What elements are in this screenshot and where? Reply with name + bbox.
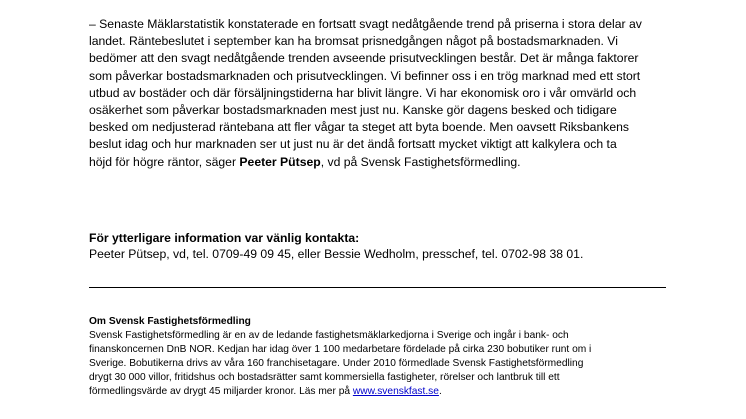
quote-last-line-prefix: höjd för högre räntor, säger	[89, 154, 240, 169]
about-section	[89, 315, 669, 400]
contact-text: Peeter Pütsep, vd, tel. 0709-49 09 45, eller Bessie Wedholm, presschef, tel. 0702-98 38 01.	[89, 247, 584, 261]
about-last-line-suffix: .	[438, 386, 442, 398]
quote-line: – Senaste Mäklarstatistik konstaterade en fortsatt svagt nedåtgående trend på priserna i stora delar av	[89, 17, 642, 31]
about-line: Svensk Fastighetsförmedling är en av de ledande fastighetsmäklarkedjorna i Sverige och ingår i bank- och	[89, 330, 569, 342]
about-line: drygt 30 000 villor, fritidshus och bostadsrätter samt kommersiella fastigheter, rörelser och lantbruk till ett	[89, 372, 560, 384]
about-last-line	[89, 385, 669, 399]
contact-heading: För ytterligare information var vänlig kontakta:	[89, 231, 360, 245]
quote-line: landet. Räntebeslutet i september kan ha bromsat prisnedgången något på bostadsmarknaden. Vi	[89, 34, 618, 49]
about-line: Sverige. Bobutikerna drivs av våra 160 franchisetagare. Under 2010 förmedlade Svensk Fastighetsförmedling	[89, 358, 584, 370]
section-divider	[89, 287, 666, 288]
quote-line: som påverkar bostadsmarknaden och prisutvecklingen. Vi befinner oss i en trög marknad med ett stort	[89, 68, 641, 83]
quote-line: bedömer att den svagt nedåtgående trenden avseende prisutvecklingen består. Det är många faktorer	[89, 51, 639, 66]
website-link[interactable]: www.svenskfast.se	[352, 386, 439, 398]
about-line: finanskoncernen DnB NOR. Kedjan har idag över 1 100 medarbetare fördelade på cirka 230 bobutiker runt om i	[89, 344, 592, 356]
quote-line: besked om nedjusterad räntebana att fler vågar ta steget att byta boende. Men oavsett Riksbankens	[89, 120, 629, 135]
quote-line: osäkerhet som påverkar bostadsmarknaden mest just nu. Kanske gör dagens besked och tidigare	[89, 103, 617, 118]
speaker-name: Peeter Pütsep	[239, 154, 321, 169]
quote-last-line-suffix: , vd på Svensk Fastighetsförmedling.	[320, 154, 521, 169]
about-heading: Om Svensk Fastighetsförmedling	[89, 316, 251, 327]
quote-line: beslut idag och hur marknaden ser ut just nu är det ändå fortsatt mycket viktigt att kalkylera och ta	[89, 137, 617, 152]
quote-paragraph	[89, 16, 707, 171]
quote-line: utbud av bostäder och där försäljningstiderna har blivit längre. Vi har ekonomisk oro i vår omvärld och	[89, 85, 637, 100]
about-last-line-prefix: förmedlingsvärde av drygt 45 miljarder kronor. Läs mer på	[89, 386, 353, 398]
quote-last-line	[89, 154, 707, 171]
